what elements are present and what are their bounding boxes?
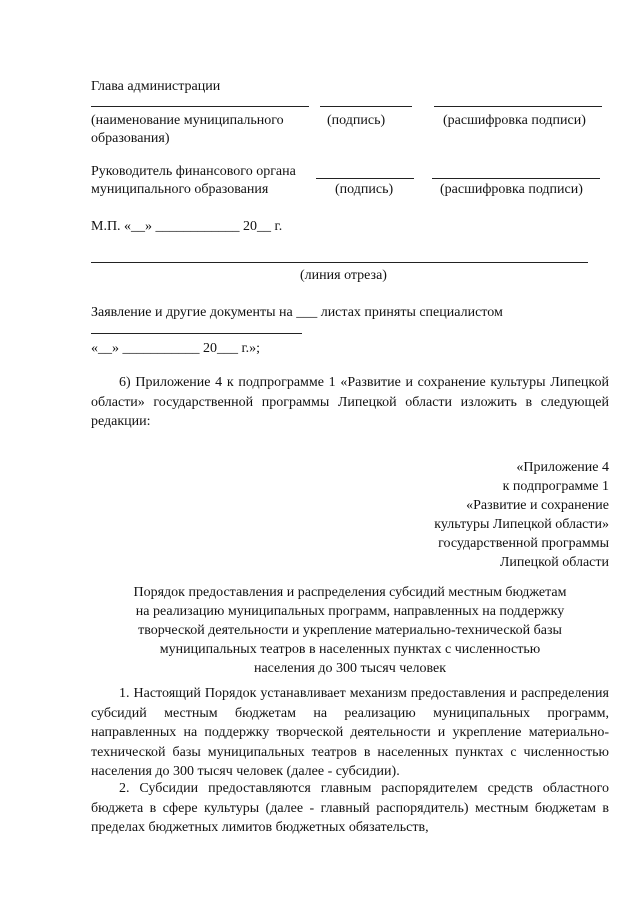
title-line: на реализацию муниципальных программ, направленных на поддержку: [135, 604, 565, 619]
paragraph-1-text: 1. Настоящий Порядок устанавливает механизм предоставления и распределения субсидий местным бюджетам на реализацию муниципальных программ, направленных на поддержку творческой деятельности и укрепление материально-технической базы муниципальных театров в населенных пунктах с численностью населения до 300 тысяч человек (далее - субсидии).: [91, 686, 609, 779]
item-6-text: 6) Приложение 4 к подпрограмме 1 «Развитие и сохранение культуры Липецкой области» государственной программы Липецкой области изложить в следующей редакции:: [91, 375, 609, 429]
title-line: творческой деятельности и укрепление материально-технической базы: [138, 623, 562, 638]
appendix-line: «Развитие и сохранение: [466, 498, 609, 513]
title-line: Порядок предоставления и распределения субсидий местным бюджетам: [133, 585, 567, 600]
appendix-line: «Приложение 4: [516, 460, 609, 475]
title-line: муниципальных театров в населенных пунктах с численностью: [159, 642, 541, 657]
appendix-line: Липецкой области: [499, 555, 609, 570]
finance-signature-caption: (подпись): [335, 182, 394, 197]
appendix-header: [434, 458, 609, 572]
decode-underline: [434, 106, 602, 107]
finance-decode-caption: (расшифровка подписи): [440, 182, 583, 197]
paragraph-2-text: 2. Субсидии предоставляются главным распорядителем средств областного бюджета в сфере культуры (далее - главный распорядитель) местным бюджетам в пределах бюджетных лимитов бюджетных обязательств,: [91, 781, 609, 835]
paragraph-1: [91, 684, 609, 782]
finance-label-2: муниципального образования: [91, 182, 269, 197]
signature-underline: [320, 106, 412, 107]
name-underline: [91, 106, 309, 107]
item-6-paragraph: [91, 373, 609, 432]
appendix-line: культуры Липецкой области»: [434, 517, 609, 532]
name-caption: (наименование муниципального: [91, 113, 284, 128]
cut-line: [91, 262, 588, 263]
finance-signature-underline: [316, 178, 414, 179]
cut-caption: (линия отреза): [300, 268, 387, 283]
finance-label-1: Руководитель финансового органа: [91, 164, 296, 179]
finance-decode-underline: [432, 178, 600, 179]
decode-caption: (расшифровка подписи): [443, 113, 586, 128]
statement-line: Заявление и другие документы на ___ листах приняты специалистом: [91, 305, 503, 320]
signature-caption: (подпись): [327, 113, 386, 128]
appendix-line: государственной программы: [438, 536, 609, 551]
paragraph-2: [91, 779, 609, 838]
specialist-underline: [91, 333, 302, 334]
statement-date: «__» ___________ 20___ г.»;: [91, 341, 261, 356]
name-caption-2: образования): [91, 131, 170, 146]
head-label: Глава администрации: [91, 79, 221, 94]
document-title: [91, 583, 609, 678]
appendix-line: к подпрограмме 1: [502, 479, 609, 494]
stamp-line: М.П. «__» ____________ 20__ г.: [91, 219, 283, 234]
title-line: населения до 300 тысяч человек: [253, 661, 447, 676]
